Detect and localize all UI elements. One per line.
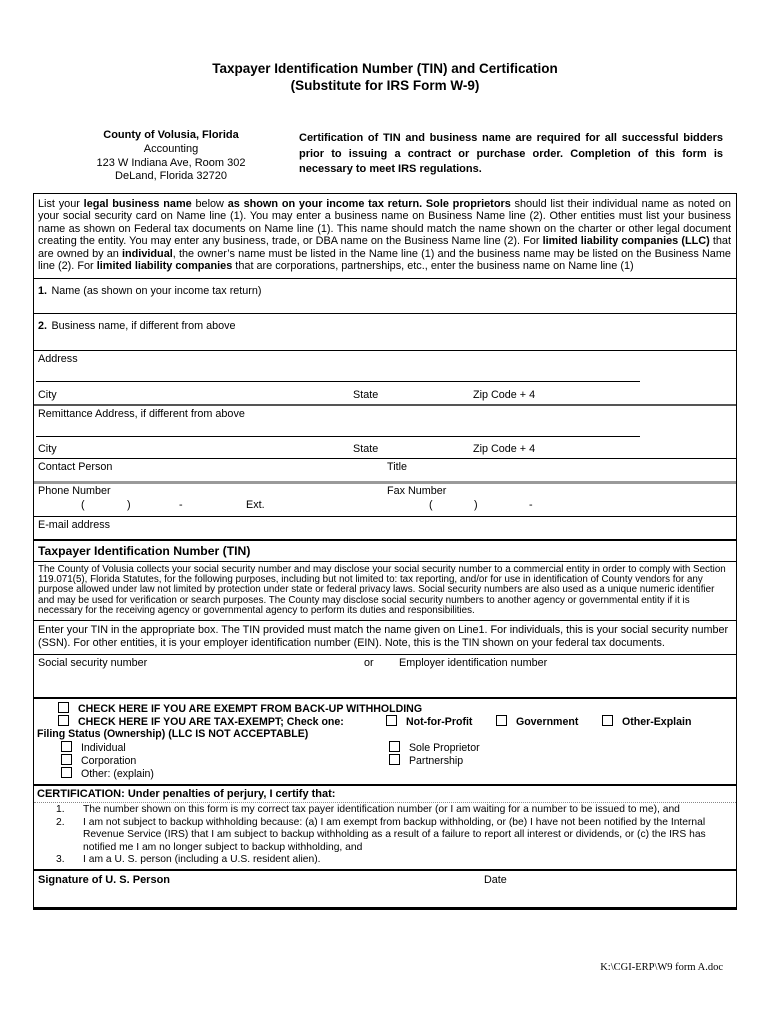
filing-row-2 xyxy=(34,754,736,767)
backup-withholding-exempt-line xyxy=(34,702,736,715)
address-city-label: City xyxy=(38,388,57,401)
ssn-label: Social security number xyxy=(38,657,148,670)
tin-instructions-paragraph: Enter your TIN in the appropriate box. The TIN provided must match the name given on Line1. For individuals, this is your social security number (SSN). For other entities, it is your employer identification number (EIN). Note, this is the TIN shown on your federal tax documents. xyxy=(34,620,736,654)
date-label: Date xyxy=(484,874,507,887)
other-explain-option xyxy=(602,715,691,729)
exemption-filing-section xyxy=(34,697,736,784)
certification-item-2 xyxy=(34,817,730,854)
government-label: Government xyxy=(515,716,579,729)
certification-item-3-number: 3. xyxy=(56,854,65,866)
individual-checkbox[interactable] xyxy=(61,741,72,752)
remittance-write-line[interactable] xyxy=(36,435,640,437)
other-checkbox[interactable] xyxy=(61,767,72,778)
not-for-profit-label: Not-for-Profit xyxy=(405,716,473,729)
tin-disclosure-paragraph: The County of Volusia collects your social security number and may disclose your social security number to a commercial entity in order to comply with Section 119.071(5), Florida Statutes, for the following purposes, including but not limited to: tax reporting, and/or for use in identification of County vendors for any purpose allowed under law not limited by protection under state or federal privacy laws. Social security numbers are also used as a unique numeric identifier and may be used for verification or search purposes. The County may disclose social security numbers to another agency or governmental entity if it is necessary for the receiving agency or governmental agency to perform its duties and responsibilities. xyxy=(34,561,736,620)
other-explain-label: Other-Explain xyxy=(621,716,692,729)
filing-row-1 xyxy=(34,741,736,754)
signature-label: Signature of U. S. Person xyxy=(38,874,171,887)
not-for-profit-option xyxy=(386,715,472,729)
certification-item-1-number: 1. xyxy=(56,804,65,816)
name-field-number: 1. xyxy=(38,284,48,297)
sole-proprietor-label: Sole Proprietor xyxy=(408,742,480,755)
certification-notice: Certification of TIN and business name are required for all successful bidders prior to issuing a contract or purchase order. Completion of this form is necessary to meet IRS regulations. xyxy=(299,132,723,176)
form-title xyxy=(0,60,770,94)
certification-heading: CERTIFICATION: Under penalties of perjury, I certify that: xyxy=(34,786,736,803)
or-label: or xyxy=(364,657,374,670)
business-name-field-row[interactable] xyxy=(34,313,736,350)
name-field-label: Name (as shown on your income tax return) xyxy=(51,284,262,297)
address-field-row[interactable] xyxy=(34,350,736,404)
sole-proprietor-checkbox[interactable] xyxy=(389,741,400,752)
email-label: E-mail address xyxy=(38,518,111,531)
individual-label: Individual xyxy=(80,742,126,755)
email-field-row[interactable] xyxy=(34,516,736,539)
address-write-line[interactable] xyxy=(36,380,640,382)
form-title-line2: (Substitute for IRS Form W-9) xyxy=(290,78,480,93)
address-state-label: State xyxy=(353,388,379,401)
tax-exempt-line xyxy=(34,715,736,728)
contact-person-row[interactable] xyxy=(34,458,736,481)
fax-dash: - xyxy=(529,498,533,511)
certification-section xyxy=(34,784,736,869)
partnership-checkbox[interactable] xyxy=(389,754,400,765)
address-label: Address xyxy=(38,352,78,365)
phone-ext-label: Ext. xyxy=(246,498,265,511)
address-zip-label: Zip Code + 4 xyxy=(473,388,536,401)
phone-close-paren: ) xyxy=(127,498,131,511)
partnership-option xyxy=(389,754,463,768)
corporation-checkbox[interactable] xyxy=(61,754,72,765)
phone-fax-row[interactable] xyxy=(34,481,736,516)
signature-row[interactable] xyxy=(34,869,736,907)
agency-city-state-zip: DeLand, Florida 32720 xyxy=(115,170,227,183)
remittance-state-label: State xyxy=(353,442,379,455)
not-for-profit-checkbox[interactable] xyxy=(386,715,397,726)
title-label: Title xyxy=(387,460,407,473)
tin-section-header-row xyxy=(34,539,736,561)
agency-street: 123 W Indiana Ave, Room 302 xyxy=(96,156,246,169)
document-file-path: K:\CGI-ERP\W9 form A.doc xyxy=(600,962,723,973)
name-field-row[interactable] xyxy=(34,278,736,313)
tax-exempt-label: CHECK HERE IF YOU ARE TAX-EXEMPT; Check one: xyxy=(77,716,344,729)
government-checkbox[interactable] xyxy=(496,715,507,726)
agency-department: Accounting xyxy=(143,142,199,155)
filing-row-3 xyxy=(34,767,736,780)
intro-paragraph: List your legal business name below as shown on your income tax return. Sole proprietors should list their individual name as noted on your social security card on Name line (1). You may enter a business name on Business Name line (2). Other entities must list your business name as shown on Federal tax documents on Name line (1). This name should match the name shown on the charter or other legal document creating the entity. You may enter any business, trade, or DBA name on the Business Name line (2). For limited liability companies (LLC) that are owned by an individual, the owner’s name must be listed in the Name line (1) and the business name may be listed on the Business Name line (2). For limited liability companies that are corporations, partnerships, etc., enter the business name on Name line (1) xyxy=(38,198,731,273)
remittance-zip-label: Zip Code + 4 xyxy=(473,442,536,455)
other-explain-checkbox[interactable] xyxy=(602,715,613,726)
contact-person-label: Contact Person xyxy=(38,460,113,473)
remittance-label: Remittance Address, if different from above xyxy=(38,407,245,420)
certification-item-1 xyxy=(34,804,730,816)
certification-item-2-number: 2. xyxy=(56,816,65,828)
tax-exempt-checkbox[interactable] xyxy=(58,715,69,726)
government-option xyxy=(496,715,578,729)
phone-open-paren: ( xyxy=(81,498,85,511)
certification-item-1-text: The number shown on this form is my correct tax payer identification number (or I am waiting for a number to be issued to me), and xyxy=(83,804,680,816)
fax-close-paren: ) xyxy=(474,498,478,511)
business-field-label: Business name, if different from above xyxy=(51,319,236,332)
remittance-address-field-row[interactable] xyxy=(34,404,736,458)
certification-item-3 xyxy=(34,854,730,866)
agency-name: County of Volusia, Florida xyxy=(103,129,239,141)
certification-list xyxy=(34,803,736,869)
fax-number-label: Fax Number xyxy=(387,484,447,497)
tin-section-heading: Taxpayer Identification Number (TIN) xyxy=(38,543,251,558)
filing-status-heading: Filing Status (Ownership) (LLC IS NOT ACCEPTABLE) xyxy=(37,728,309,741)
ein-label: Employer identification number xyxy=(399,657,548,670)
fax-open-paren: ( xyxy=(429,498,433,511)
sole-proprietor-option xyxy=(389,741,480,755)
phone-number-label: Phone Number xyxy=(38,484,111,497)
remittance-city-label: City xyxy=(38,442,57,455)
phone-dash: - xyxy=(179,498,183,511)
corporation-label: Corporation xyxy=(80,755,137,768)
partnership-label: Partnership xyxy=(408,755,464,768)
backup-withholding-exempt-checkbox[interactable] xyxy=(58,702,69,713)
agency-address-block xyxy=(62,129,280,184)
ssn-ein-row[interactable] xyxy=(34,654,736,697)
form-title-line1: Taxpayer Identification Number (TIN) and Certification xyxy=(212,61,558,76)
certification-item-3-text: I am a U. S. person (including a U.S. resident alien). xyxy=(83,854,321,866)
form-table xyxy=(33,193,737,910)
backup-withholding-exempt-label: CHECK HERE IF YOU ARE EXEMPT FROM BACK-UP WITHHOLDING xyxy=(77,703,423,716)
certification-item-2-text: I am not subject to backup withholding because: (a) I am exempt from backup withholding, or (be) I have not been notified by the Internal Revenue Service (IRS) that I am subject to backup withholding as a result of a failure to report all interest or dividends, or (c) the IRS has notified me I am no longer subject to backup withholding, and xyxy=(83,816,706,853)
other-label: Other: (explain) xyxy=(80,768,154,781)
business-field-number: 2. xyxy=(38,319,48,332)
